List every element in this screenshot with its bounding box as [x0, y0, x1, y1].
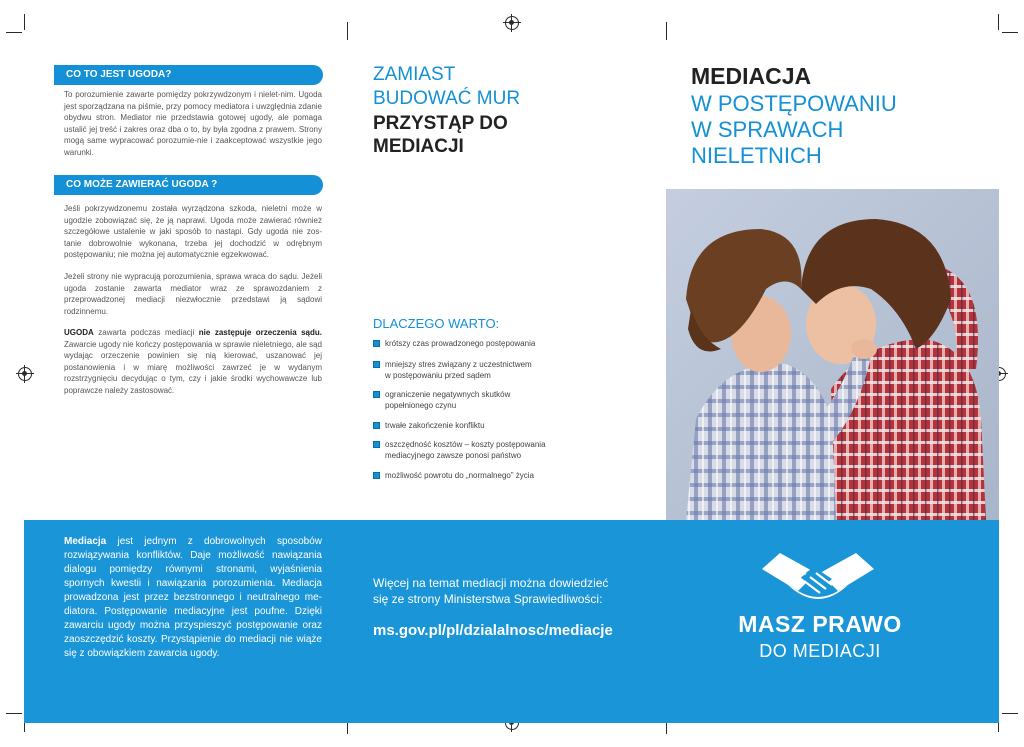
list-item: [373, 470, 623, 481]
bullet-icon: [373, 391, 380, 398]
reason-text: mniejszy stres związany z uczestnictwem: [385, 360, 532, 369]
bullet-icon: [373, 422, 380, 429]
mediation-description-text: jest jednym z dobrowolnych sposobów rozwiązywania konfliktów. Daje możliwość nawiązania dialogu pomiędzy równymi stronami, wyjaśnienia spornych kwestii i nawiązania porozumienia. Mediacja prowadzona jest przez bezstronnego i neutralnego me-diatora. Postępowanie mediacyjne jest poufne. Dzięki zawarciu ugody można przyspieszyć postępowanie oraz zaoszczędzić koszty. Przystąpienie do mediacji nie wiąże się z obowiązkiem zawarcia ugody.: [64, 536, 322, 659]
crop-mark: [666, 722, 667, 734]
reason-text: krótszy czas prowadzonego postępowania: [385, 339, 536, 348]
right-title-line-2: W POSTĘPOWANIU: [691, 91, 897, 116]
mediation-bold-word: Mediacja: [64, 536, 107, 547]
crop-mark: [347, 22, 348, 40]
reason-text: możliwość powrotu do „normalnego” życia: [385, 471, 534, 480]
middle-title-line-1: ZAMIAST: [373, 64, 456, 85]
settlement-contents-text-2: Jeżeli strony nie wypracują porozumienia, sprawa wraca do sądu. Jeżeli ugoda zostanie zawarta mediator wraz ze sprawozdaniem z przeprowadzonej mediacji niezwłocznie przedstawi ją sądowi rodzinnemu.: [64, 272, 322, 316]
why-heading: DLACZEGO WARTO:: [373, 316, 500, 331]
crop-mark: [6, 32, 22, 33]
list-item: [373, 359, 623, 381]
settlement-contents-text-3: [64, 327, 322, 396]
reason-text-2: mediacyjnego zawsze ponosi państwo: [385, 451, 522, 460]
registration-mark-icon: [18, 367, 32, 381]
settlement-bold-word: UGODA: [64, 328, 94, 337]
settlement-text-mid: zawarta podczas mediacji: [93, 328, 199, 337]
reason-text: ograniczenie negatywnych skutków: [385, 390, 511, 399]
handshake-icon: [758, 547, 878, 611]
reason-text: oszczędność kosztów – koszty postępowania: [385, 440, 546, 449]
section-heading-what-is-settlement: CO TO JEST UGODA?: [54, 65, 323, 85]
logo-text-line-2: DO MEDIACJI: [759, 641, 881, 661]
crop-mark: [24, 14, 25, 30]
mediation-description: [64, 535, 322, 661]
more-info-line-2: się ze strony Ministerstwa Sprawiedliwości:: [373, 592, 603, 606]
crop-mark: [998, 14, 999, 30]
more-info-line-1: Więcej na temat mediacji można dowiedzieć: [373, 576, 609, 590]
reason-text: trwałe zakończenie konfliktu: [385, 421, 485, 430]
settlement-contents-text-1: Jeśli pokrzywdzonemu została wyrządzona szkoda, nieletni może w ugodzie zobowiązać się, że ją naprawi. Ugoda może zawierać również szczegółowe ustalenie w jaki sposób to nastąpi. Gdy ugoda nie zos-tanie dobrowolnie wykonana, trzeba jej dochodzić w odrębnym postępowaniu; nie można jej automatycznie egzekwować.: [64, 204, 322, 259]
list-item: [373, 439, 623, 461]
list-item: [373, 389, 623, 411]
middle-title-line-4: MEDIACJI: [373, 136, 464, 157]
bullet-icon: [373, 361, 380, 368]
list-item: [373, 420, 623, 431]
crop-mark: [347, 722, 348, 734]
registration-mark-icon: [505, 16, 519, 30]
ministry-url-link[interactable]: ms.gov.pl/pl/dzialalnosc/mediacje: [373, 622, 613, 639]
crop-mark: [666, 22, 667, 40]
reason-text-2: popełnionego czynu: [385, 401, 457, 410]
more-info-text: [373, 575, 653, 607]
photo-illustration: [666, 189, 999, 520]
bullet-icon: [373, 472, 380, 479]
photo-two-boys: [666, 189, 999, 520]
list-item: [373, 338, 623, 349]
section-heading-settlement-contents: CO MOŻE ZAWIERAĆ UGODA ?: [54, 175, 323, 195]
crop-mark: [1002, 713, 1018, 714]
logo-text-line-1: MASZ PRAWO: [738, 611, 902, 637]
crop-mark: [6, 713, 22, 714]
settlement-definition-text: To porozumienie zawarte pomiędzy pokrzywdzonym i nielet-nim. Ugoda jest sporządzana na piśmie, przy pomocy mediatora i uwzględnia zdanie obydwu stron. Mediator nie przedstawia gotowej ugody, ale pomaga ustalić jej treść i zakres oraz dba o to, by była zgodna z prawem. Strony mogą same wypracować porozumie-nie i zaakceptować wszystkie jego warunki.: [64, 90, 322, 157]
right-title-line-4: NIELETNICH: [691, 143, 822, 168]
right-title-line-1: MEDIACJA: [691, 63, 812, 89]
settlement-text-end: Zawarcie ugody nie kończy postępowania w sprawie nieletniego, ale sąd wydając orzeczenie powinien się nią kierować, uszanować jej postanowienia i w miarę możliwości zawrzeć je w wydanym rozstrzygnięciu decydując o tym, czy i jakie środki wychowawcze lub poprawcze należy zastosować.: [64, 339, 322, 395]
settlement-bold-phrase: nie zastępuje orzeczenia sądu.: [198, 328, 323, 337]
crop-mark: [1002, 32, 1018, 33]
bullet-icon: [373, 340, 380, 347]
middle-title-line-2: BUDOWAĆ MUR: [373, 88, 521, 109]
right-title-line-3: W SPRAWACH: [691, 117, 844, 142]
reason-text-2: w postępowaniu przed sądem: [385, 371, 491, 380]
middle-title-line-3: PRZYSTĄP DO: [373, 113, 508, 134]
bullet-icon: [373, 441, 380, 448]
